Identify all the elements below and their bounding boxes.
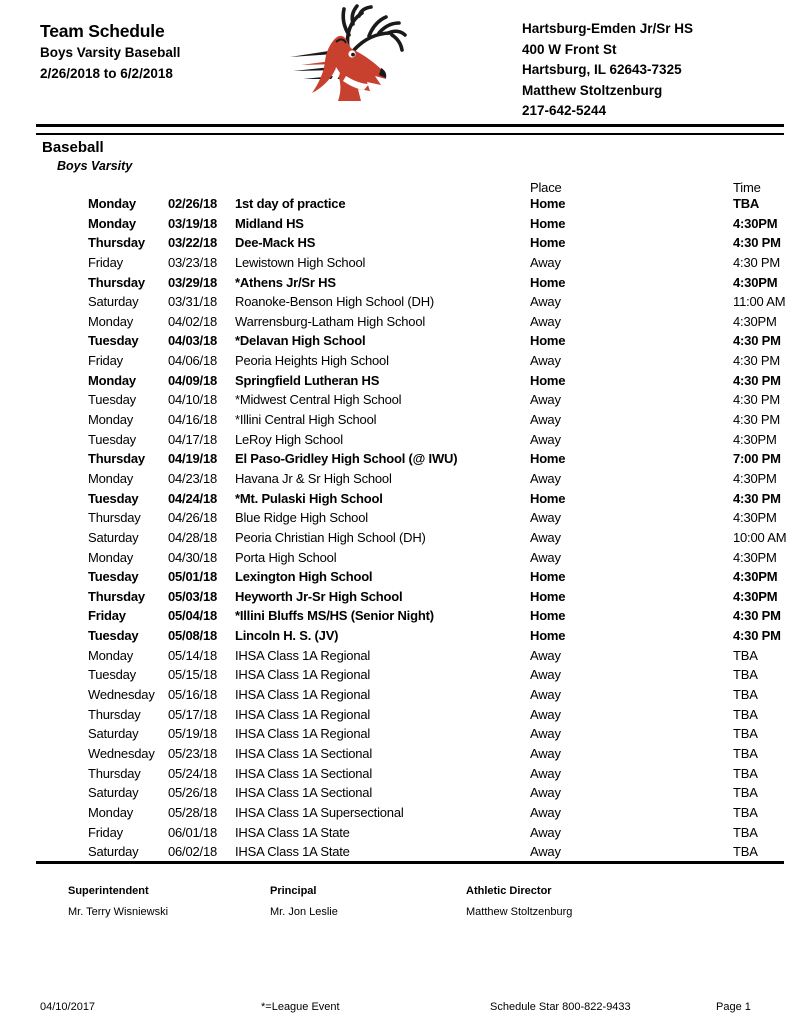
event-cell: IHSA Class 1A Supersectional — [235, 804, 404, 820]
event-cell: *Delavan High School — [235, 333, 366, 349]
date-cell: 03/31/18 — [168, 294, 218, 310]
header-left — [40, 21, 180, 81]
place-cell: Away — [530, 510, 561, 526]
day-cell: Tuesday — [88, 569, 139, 585]
day-cell: Wednesday — [88, 687, 155, 703]
day-cell: Tuesday — [88, 628, 139, 644]
header-divider-thin — [36, 133, 784, 135]
time-cell: 4:30 PM — [733, 392, 781, 408]
place-cell: Away — [530, 765, 561, 781]
day-cell: Monday — [88, 470, 134, 486]
date-cell: 05/24/18 — [168, 765, 218, 781]
event-cell: *Mt. Pulaski High School — [235, 490, 383, 506]
day-cell: Monday — [88, 549, 134, 565]
time-cell: TBA — [733, 196, 760, 211]
day-cell: Monday — [88, 196, 136, 211]
schedule-row — [88, 331, 788, 351]
schedule-row — [88, 803, 788, 823]
day-cell: Tuesday — [88, 667, 136, 683]
event-cell: 1st day of practice — [235, 196, 346, 211]
event-cell: Porta High School — [235, 549, 337, 565]
schedule-header-row — [88, 181, 788, 194]
place-cell: Home — [530, 628, 566, 644]
event-cell: Lincoln H. S. (JV) — [235, 628, 339, 644]
time-column-header: Time — [733, 180, 761, 195]
date-cell: 04/09/18 — [168, 372, 218, 388]
day-cell: Monday — [88, 215, 136, 231]
event-cell: Blue Ridge High School — [235, 510, 368, 526]
place-cell: Home — [530, 333, 566, 349]
place-cell: Away — [530, 431, 561, 447]
event-cell: IHSA Class 1A Regional — [235, 667, 371, 683]
stag-mascot-logo-icon — [288, 4, 410, 104]
time-cell: TBA — [733, 765, 758, 781]
day-cell: Thursday — [88, 510, 141, 526]
day-cell: Monday — [88, 372, 136, 388]
date-cell: 05/17/18 — [168, 706, 218, 722]
official-title: Superintendent — [68, 885, 149, 897]
date-column-header — [168, 181, 235, 194]
print-date: 04/10/2017 — [40, 1001, 96, 1013]
schedule-row — [88, 783, 788, 803]
sport-heading: Baseball — [42, 139, 104, 156]
event-column-header — [235, 181, 530, 194]
official-title: Principal — [270, 885, 317, 897]
time-cell: TBA — [733, 726, 758, 742]
time-cell: 4:30 PM — [733, 628, 781, 644]
place-cell: Away — [530, 745, 561, 761]
date-cell: 03/19/18 — [168, 215, 218, 231]
schedule-row — [88, 823, 788, 843]
time-cell: 4:30 PM — [733, 353, 781, 369]
place-cell: Away — [530, 824, 561, 840]
schedule-row — [88, 508, 788, 528]
place-cell: Away — [530, 529, 561, 545]
date-cell: 05/14/18 — [168, 647, 218, 663]
day-cell: Tuesday — [88, 431, 136, 447]
time-cell: 4:30PM — [733, 549, 777, 565]
day-cell: Thursday — [88, 274, 145, 290]
date-cell: 06/02/18 — [168, 844, 218, 860]
schedule-row — [88, 842, 788, 862]
time-cell: TBA — [733, 785, 758, 801]
event-cell: Roanoke-Benson High School (DH) — [235, 294, 435, 310]
school-info-block — [522, 19, 693, 122]
day-cell: Thursday — [88, 765, 141, 781]
schedule-row — [88, 430, 788, 450]
place-cell: Away — [530, 313, 561, 329]
place-cell: Home — [530, 215, 566, 231]
schedule-row — [88, 705, 788, 725]
event-cell: LeRoy High School — [235, 431, 343, 447]
place-cell: Away — [530, 470, 561, 486]
time-cell: 4:30PM — [733, 510, 777, 526]
date-cell: 03/22/18 — [168, 235, 218, 251]
day-cell: Friday — [88, 353, 123, 369]
time-cell: 4:30PM — [733, 470, 777, 486]
date-cell: 04/06/18 — [168, 353, 218, 369]
time-cell: 4:30PM — [733, 588, 778, 604]
schedule-row — [88, 194, 788, 214]
place-cell: Away — [530, 726, 561, 742]
day-cell: Thursday — [88, 706, 141, 722]
date-cell: 05/08/18 — [168, 628, 218, 644]
date-cell: 03/23/18 — [168, 254, 218, 270]
time-cell: TBA — [733, 745, 758, 761]
event-cell: Warrensburg-Latham High School — [235, 313, 426, 329]
place-cell: Away — [530, 353, 561, 369]
place-cell: Home — [530, 569, 566, 585]
date-cell: 03/29/18 — [168, 274, 218, 290]
place-cell: Home — [530, 588, 566, 604]
schedule-row — [88, 587, 788, 607]
event-cell: Peoria Heights High School — [235, 353, 389, 369]
schedule-rows — [88, 194, 788, 862]
team-subtitle: Boys Varsity Baseball — [40, 45, 181, 60]
date-cell: 02/26/18 — [168, 196, 218, 211]
time-cell: TBA — [733, 824, 758, 840]
event-cell: IHSA Class 1A Sectional — [235, 785, 373, 801]
time-cell: 4:30 PM — [733, 372, 781, 388]
time-cell: 10:00 AM — [733, 529, 787, 545]
time-cell: 4:30 PM — [733, 412, 781, 428]
place-cell: Home — [530, 372, 566, 388]
time-cell: 4:30 PM — [733, 608, 781, 624]
schedule-row — [88, 764, 788, 784]
schedule-row — [88, 685, 788, 705]
place-cell: Away — [530, 687, 561, 703]
day-cell: Saturday — [88, 529, 139, 545]
date-cell: 04/16/18 — [168, 412, 218, 428]
time-cell: 11:00 AM — [733, 294, 786, 310]
date-cell: 05/23/18 — [168, 745, 218, 761]
day-column-header — [88, 181, 168, 194]
day-cell: Friday — [88, 608, 126, 624]
time-cell: 4:30 PM — [733, 235, 781, 251]
event-cell: Lexington High School — [235, 569, 373, 585]
date-cell: 04/19/18 — [168, 451, 218, 467]
date-cell: 05/15/18 — [168, 667, 218, 683]
time-cell: 4:30 PM — [733, 333, 781, 349]
schedule-row — [88, 449, 788, 469]
day-cell: Monday — [88, 804, 134, 820]
schedule-row — [88, 312, 788, 332]
day-cell: Saturday — [88, 844, 139, 860]
day-cell: Thursday — [88, 451, 145, 467]
day-cell: Thursday — [88, 588, 145, 604]
event-cell: El Paso-Gridley High School (@ IWU) — [235, 451, 458, 467]
season-date-range: 2/26/2018 to 6/2/2018 — [40, 66, 173, 81]
place-cell: Away — [530, 706, 561, 722]
day-cell: Thursday — [88, 235, 145, 251]
schedule-row — [88, 724, 788, 744]
date-cell: 05/19/18 — [168, 726, 218, 742]
place-cell: Home — [530, 274, 566, 290]
official-principal — [270, 885, 466, 918]
date-cell: 04/23/18 — [168, 470, 218, 486]
schedule-row — [88, 489, 788, 509]
schedule-row — [88, 567, 788, 587]
schedule-row — [88, 744, 788, 764]
place-cell: Away — [530, 647, 561, 663]
event-cell: IHSA Class 1A State — [235, 844, 350, 860]
day-cell: Monday — [88, 412, 134, 428]
event-cell: IHSA Class 1A Regional — [235, 706, 371, 722]
event-cell: Heyworth Jr-Sr High School — [235, 588, 403, 604]
date-cell: 04/28/18 — [168, 529, 218, 545]
time-cell: 4:30PM — [733, 569, 778, 585]
time-cell: 4:30PM — [733, 215, 778, 231]
date-cell: 05/26/18 — [168, 785, 218, 801]
event-cell: Lewistown High School — [235, 254, 366, 270]
place-cell: Away — [530, 254, 561, 270]
time-cell: 7:00 PM — [733, 451, 781, 467]
officials-block — [68, 885, 572, 918]
time-cell: TBA — [733, 844, 758, 860]
time-cell: TBA — [733, 667, 758, 683]
school-name: Hartsburg-Emden Jr/Sr HS — [522, 21, 694, 36]
place-cell: Away — [530, 392, 561, 408]
day-cell: Monday — [88, 647, 134, 663]
day-cell: Friday — [88, 254, 123, 270]
date-cell: 04/26/18 — [168, 510, 218, 526]
place-column-header: Place — [530, 180, 562, 195]
place-cell: Away — [530, 804, 561, 820]
event-cell: Midland HS — [235, 215, 304, 231]
page-number: Page 1 — [716, 1001, 751, 1013]
date-cell: 04/17/18 — [168, 431, 218, 447]
event-cell: IHSA Class 1A Regional — [235, 647, 371, 663]
place-cell: Away — [530, 412, 561, 428]
day-cell: Tuesday — [88, 333, 139, 349]
schedule-row — [88, 528, 788, 548]
official-name: Matthew Stoltzenburg — [466, 906, 573, 918]
time-cell: TBA — [733, 647, 758, 663]
date-cell: 06/01/18 — [168, 824, 218, 840]
place-cell: Home — [530, 196, 566, 211]
schedule-row — [88, 214, 788, 234]
schedule-row — [88, 390, 788, 410]
event-cell: Springfield Lutheran HS — [235, 372, 380, 388]
day-cell: Monday — [88, 313, 134, 329]
school-phone: 217-642-5244 — [522, 103, 607, 118]
place-cell: Home — [530, 235, 566, 251]
schedule-row — [88, 410, 788, 430]
official-title: Athletic Director — [466, 885, 552, 897]
schedule-row — [88, 606, 788, 626]
table-bottom-divider — [36, 861, 784, 864]
schedule-row — [88, 548, 788, 568]
schedule-row — [88, 292, 788, 312]
day-cell: Friday — [88, 824, 123, 840]
place-cell: Home — [530, 608, 566, 624]
time-cell: 4:30PM — [733, 313, 777, 329]
time-cell: TBA — [733, 804, 758, 820]
school-address-line1: 400 W Front St — [522, 41, 617, 57]
event-cell: IHSA Class 1A State — [235, 824, 350, 840]
day-cell: Tuesday — [88, 392, 136, 408]
event-cell: *Illini Bluffs MS/HS (Senior Night) — [235, 608, 434, 624]
event-cell: IHSA Class 1A Regional — [235, 726, 371, 742]
time-cell: TBA — [733, 687, 758, 703]
date-cell: 05/03/18 — [168, 588, 218, 604]
event-cell: IHSA Class 1A Sectional — [235, 745, 373, 761]
event-cell: IHSA Class 1A Sectional — [235, 765, 373, 781]
place-cell: Away — [530, 294, 561, 310]
time-cell: 4:30PM — [733, 431, 777, 447]
league-event-legend: *=League Event — [261, 1001, 340, 1013]
place-cell: Away — [530, 785, 561, 801]
time-cell: 4:30 PM — [733, 254, 781, 270]
event-cell: IHSA Class 1A Regional — [235, 687, 371, 703]
schedule-row — [88, 665, 788, 685]
event-cell: Dee-Mack HS — [235, 235, 316, 251]
schedule-row — [88, 253, 788, 273]
schedule-table — [88, 181, 788, 862]
place-cell: Home — [530, 490, 566, 506]
date-cell: 04/02/18 — [168, 313, 218, 329]
vendor-credit: Schedule Star 800-822-9433 — [490, 1001, 631, 1013]
date-cell: 05/04/18 — [168, 608, 218, 624]
time-cell: 4:30PM — [733, 274, 778, 290]
day-cell: Tuesday — [88, 490, 139, 506]
team-level-heading: Boys Varsity — [57, 159, 133, 173]
event-cell: Peoria Christian High School (DH) — [235, 529, 426, 545]
schedule-row — [88, 646, 788, 666]
school-address-line2: Hartsburg, IL 62643-7325 — [522, 62, 682, 77]
schedule-row — [88, 233, 788, 253]
event-cell: *Midwest Central High School — [235, 392, 402, 408]
event-cell: *Illini Central High School — [235, 412, 377, 428]
schedule-row — [88, 371, 788, 391]
time-cell: 4:30 PM — [733, 490, 781, 506]
schedule-row — [88, 469, 788, 489]
date-cell: 04/30/18 — [168, 549, 218, 565]
date-cell: 05/28/18 — [168, 804, 218, 820]
official-name: Mr. Terry Wisniewski — [68, 906, 169, 918]
school-contact-name: Matthew Stoltzenburg — [522, 82, 663, 98]
official-athletic-director — [466, 885, 572, 918]
event-cell: *Athens Jr/Sr HS — [235, 274, 336, 290]
time-cell: TBA — [733, 706, 758, 722]
day-cell: Wednesday — [88, 745, 155, 761]
schedule-row — [88, 351, 788, 371]
date-cell: 05/01/18 — [168, 569, 218, 585]
event-cell: Havana Jr & Sr High School — [235, 470, 392, 486]
day-cell: Saturday — [88, 294, 139, 310]
schedule-row — [88, 626, 788, 646]
place-cell: Away — [530, 667, 561, 683]
place-cell: Away — [530, 549, 561, 565]
page-title: Team Schedule — [40, 21, 165, 41]
day-cell: Saturday — [88, 726, 139, 742]
date-cell: 04/10/18 — [168, 392, 218, 408]
official-name: Mr. Jon Leslie — [270, 906, 338, 918]
date-cell: 04/03/18 — [168, 333, 218, 349]
date-cell: 04/24/18 — [168, 490, 218, 506]
day-cell: Saturday — [88, 785, 139, 801]
place-cell: Home — [530, 451, 566, 467]
official-superintendent — [68, 885, 270, 918]
schedule-row — [88, 273, 788, 293]
date-cell: 05/16/18 — [168, 687, 218, 703]
header-divider-thick — [36, 124, 784, 127]
place-cell: Away — [530, 844, 561, 860]
